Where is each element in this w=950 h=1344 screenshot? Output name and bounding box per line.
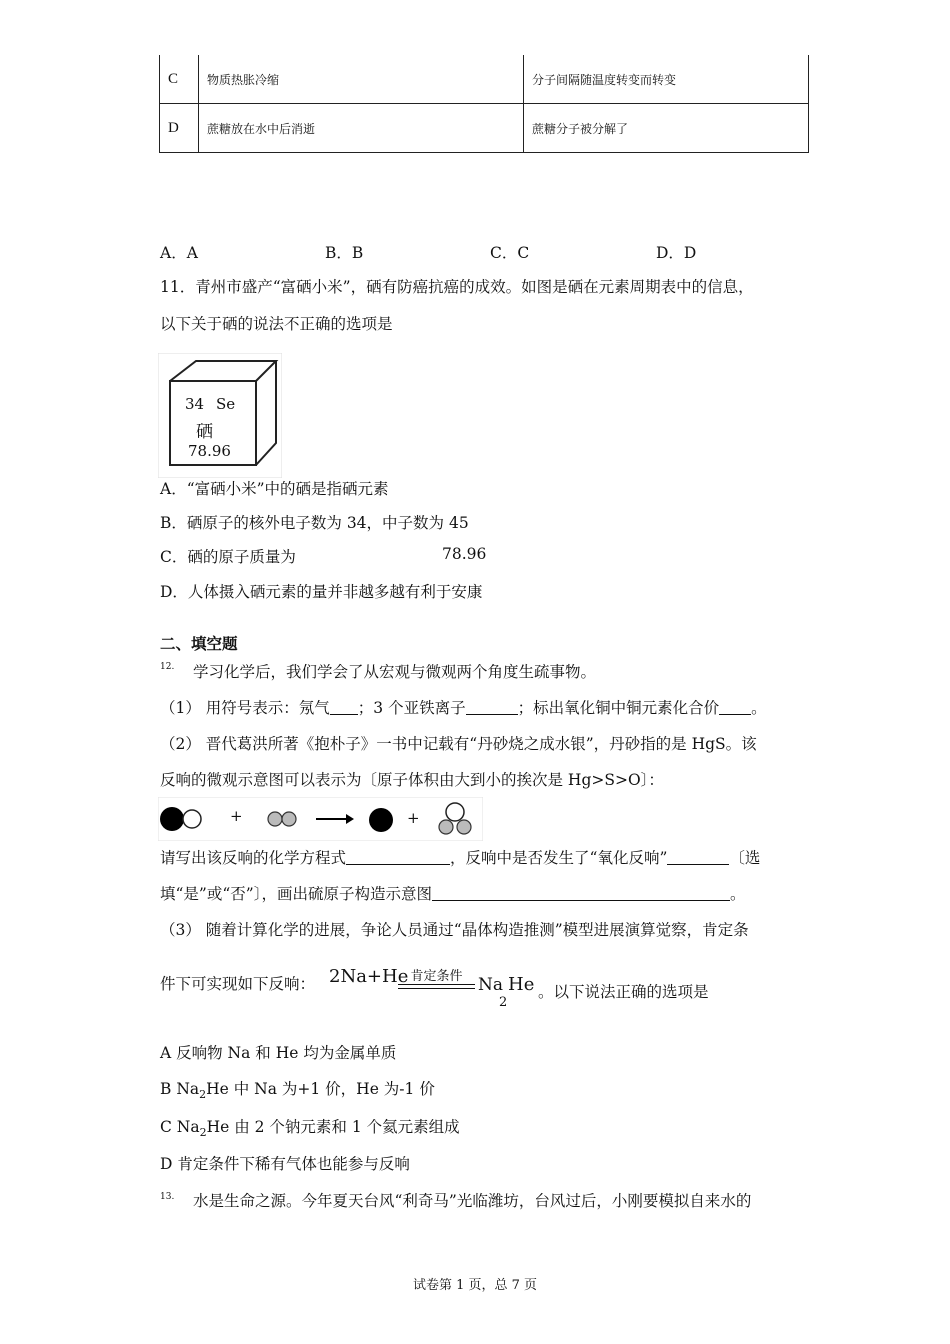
- row-explanation: 分子间隔随温度转变而转变: [524, 55, 809, 104]
- equation-left: 2Na+He: [329, 966, 409, 987]
- row-explanation: 蔗糖分子被分解了: [524, 104, 809, 153]
- q12-part2-line3: 请写出该反响的化学方程式 ，反响中是否发生了“氧化反响” 〔选: [160, 849, 761, 867]
- molecule-diagram-icon: [158, 797, 483, 841]
- choice-b: B．B: [325, 244, 364, 262]
- q13-stem: 水是生命之源。今年夏天台风“利奇马”光临潍坊，台风过后，小刚要模拟自来水的: [193, 1192, 752, 1210]
- q12-stem: 学习化学后，我们学会了从宏观与微观两个角度生疏事物。: [193, 663, 597, 681]
- row-phenomenon: 蔗糖放在水中后消逝: [199, 104, 524, 153]
- table-row: [160, 104, 809, 153]
- q11-stem-line2: 以下关于硒的说法不正确的选项是: [160, 315, 393, 333]
- row-letter: C: [160, 55, 199, 104]
- answer-blank[interactable]: [466, 699, 518, 716]
- page-footer: 试卷第 1 页，总 7 页: [412, 1278, 538, 1293]
- options-table: [159, 55, 809, 153]
- equation-condition: 肯定条件: [398, 970, 475, 985]
- element-mass: 78.96: [188, 442, 231, 460]
- q13-number: 13.: [160, 1192, 175, 1202]
- choice-d: D．D: [656, 244, 697, 262]
- selenium-element-figure: [158, 353, 282, 478]
- q11-option-c-label: C．硒的原子质量为: [160, 548, 296, 566]
- equation-arrow-line: [398, 988, 475, 989]
- answer-blank[interactable]: [330, 699, 358, 716]
- q12-part3-line1: （3） 随着计算化学的进展，争论人员通过“晶体构造推测”模型进展演算觉察，肯定条: [160, 921, 749, 939]
- equation-right-na: Na: [478, 975, 504, 995]
- element-symbol: Se: [216, 395, 236, 413]
- answer-blank[interactable]: [346, 849, 450, 866]
- q12-part2-line1: （2） 晋代葛洪所著《抱朴子》一书中记载有“丹砂烧之成水银”，丹砂指的是 HgS。该: [160, 735, 757, 753]
- answer-blank[interactable]: [719, 699, 751, 716]
- q12-option-c: C $Na_2He$ 由 2 个钠元素和 1 个氦元素组成: [160, 1118, 460, 1140]
- row-phenomenon: 物质热胀冷缩: [199, 55, 524, 104]
- q12-option-d: D 肯定条件下稀有气体也能参与反响: [160, 1155, 410, 1173]
- equation-right-he: He: [508, 974, 535, 995]
- q11-option-b: B．硒原子的核外电子数为 34，中子数为 45: [160, 514, 469, 532]
- q12-option-b: B $Na_2He$ 中 Na 为+1 价，He 为-1 价: [160, 1080, 435, 1102]
- element-number: 34: [185, 395, 205, 413]
- q12-part2-line4: 填“是”或“否”〕，画出硫原子构造示意图 。: [160, 885, 746, 903]
- q12-option-a: A 反响物 Na 和 He 均为金属单质: [160, 1044, 397, 1062]
- answer-blank[interactable]: [432, 885, 730, 902]
- q11-option-c-value: 78.96: [442, 545, 487, 563]
- equation-subscript: 2: [499, 995, 508, 1010]
- section-title: 二、填空题: [160, 634, 238, 653]
- q12-number: 12.: [160, 662, 175, 672]
- plus-sign: +: [230, 807, 243, 825]
- q12-part1-line: （1） 用符号表示：氖气 ；3 个亚铁离子 ；标出氧化铜中铜元素化合价 。: [160, 699, 767, 717]
- q11-option-a: A．“富硒小米”中的硒是指硒元素: [160, 480, 389, 498]
- plus-sign: +: [407, 809, 420, 827]
- choice-a: A．A: [160, 244, 198, 262]
- table-row: [160, 55, 809, 104]
- q12-part3-line2-end: 。以下说法正确的选项是: [538, 983, 709, 1001]
- row-letter: D: [160, 104, 199, 153]
- answer-blank[interactable]: [667, 849, 729, 866]
- q11-stem-line1: 11．青州市盛产“富硒小米”，硒有防癌抗癌的成效。如图是硒在元素周期表中的信息，: [160, 278, 754, 296]
- choice-c: C．C: [490, 244, 530, 262]
- q12-part3-line2-start: 件下可实现如下反响：: [160, 975, 316, 993]
- reaction-diagram: [158, 797, 483, 841]
- q11-option-d: D．人体摄入硒元素的量并非越多越有利于安康: [160, 583, 483, 601]
- element-name: 硒: [196, 422, 213, 442]
- q12-part2-line2: 反响的微观示意图可以表示为〔原子体积由大到小的挨次是 Hg>S>O〕：: [160, 771, 664, 789]
